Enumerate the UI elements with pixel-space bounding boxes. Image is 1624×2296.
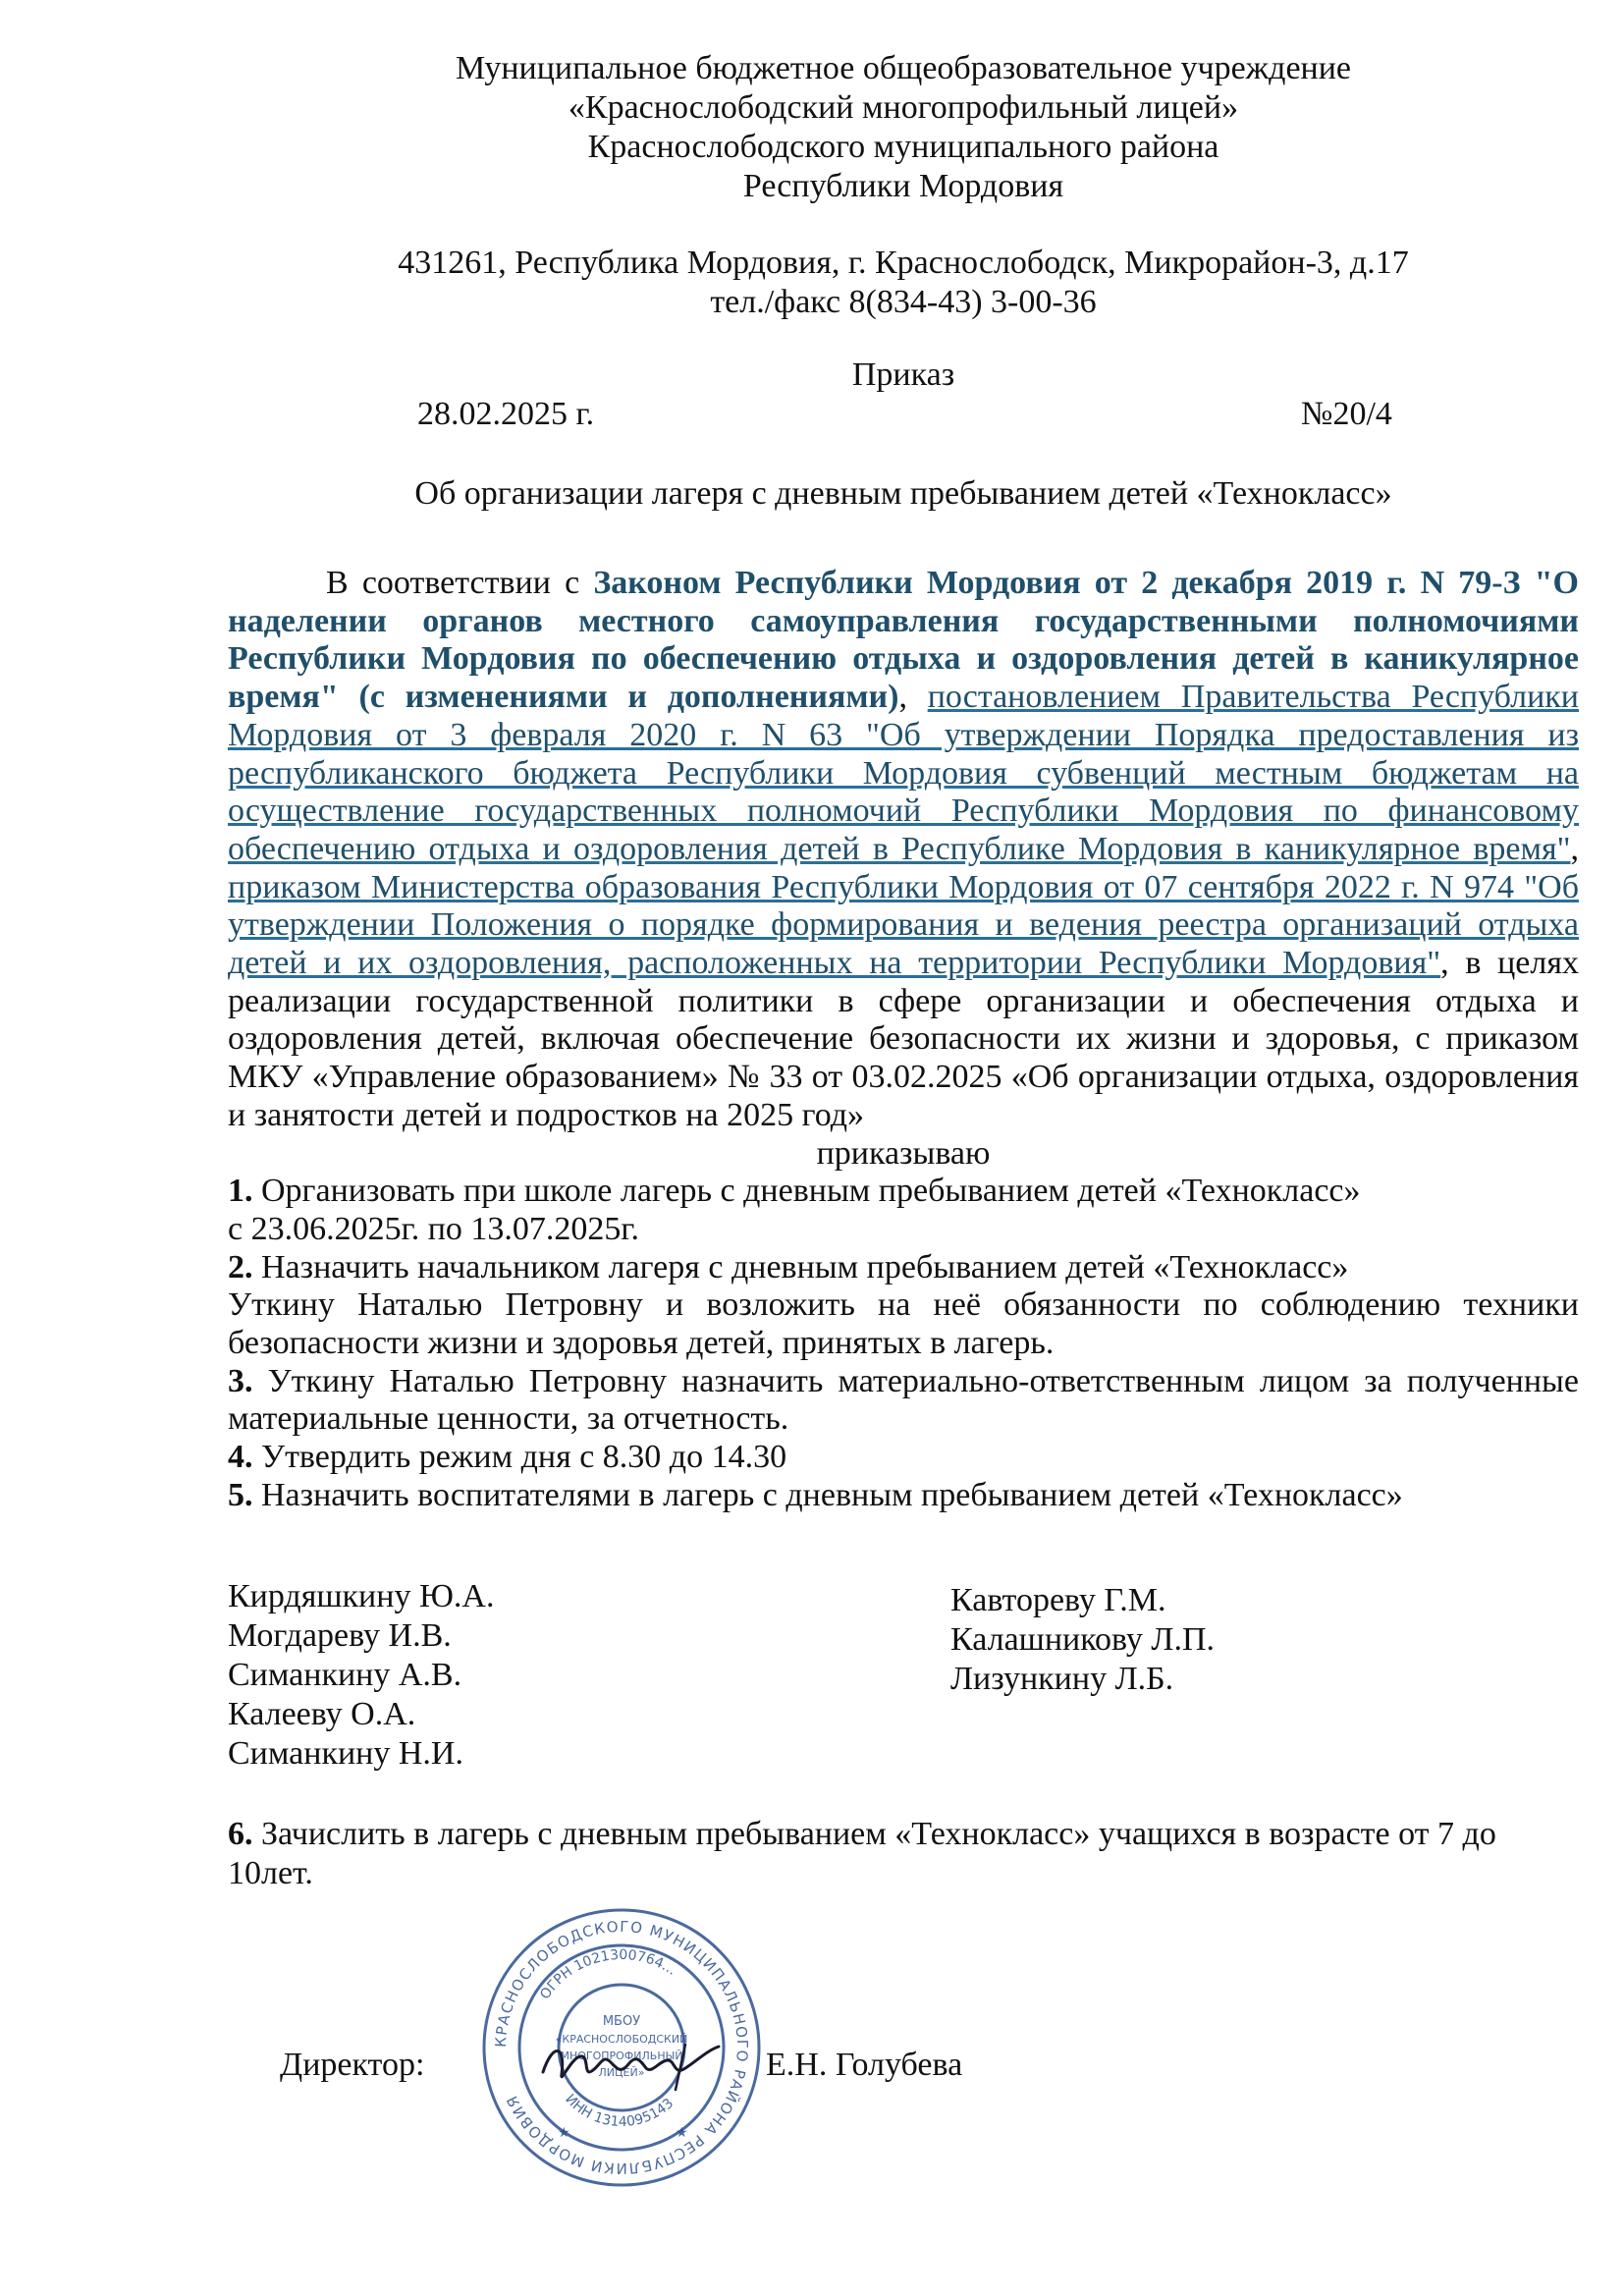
separator: , (898, 679, 928, 716)
header-line: Республики Мордовия (742, 168, 1064, 204)
signature-label: Директор: (280, 2047, 425, 2083)
item-text-continued: Уткину Наталью Петровну и возложить на неё обязанности по соблюдению техники безопасности жизни и здоровья детей, принятых в лагерь. (228, 1286, 1579, 1362)
command-word: приказываю (816, 1134, 991, 1172)
order-item (228, 1477, 1579, 1515)
item-text: Назначить воспитателями в лагерь с дневным пребыванием детей «Технокласс» (252, 1476, 1403, 1513)
item-text: Организовать при школе лагерь с дневным пребыванием детей «Технокласс» (252, 1173, 1361, 1210)
order-item-6 (228, 1815, 1579, 1893)
stamp-ogrn-text: ОГРН 1021300764... (537, 1946, 679, 2003)
address-line: 431261, Республика Мордовия, г. Краснослободск, Микрорайон-3, д.17 (398, 245, 1409, 281)
law-reference-link[interactable]: Законом Республики Мордовия от 2 декабря 2019 г. N 79-З "О наделении органов местного самоуправления государственными полномочиями Республики Мордовия по обеспечению отдыха и оздоровления детей в каникулярное время" (с изменениями и дополнениями) (228, 565, 1580, 716)
stamp-center-line: ЛИЦЕЙ» (598, 2066, 645, 2079)
educator-name: Могдареву И.В. (228, 1617, 452, 1654)
item-number: 5. (228, 1476, 253, 1513)
header-line: Муниципальное бюджетное общеобразовательное учреждение (455, 50, 1352, 86)
educator-name: Калееву О.А. (228, 1696, 416, 1732)
preamble (228, 565, 1579, 1135)
order-number: №20/4 (1301, 396, 1392, 432)
header-line: «Краснослободский многопрофильный лицей» (568, 89, 1239, 126)
educator-name: Кавтореву Г.М. (950, 1582, 1166, 1618)
institution-header (226, 49, 1581, 206)
order-title: Приказ (851, 356, 955, 393)
stamp-center-line: МБОУ (602, 2014, 641, 2029)
preamble-tail: , в целях реализации государственной политики в сфере организации и обеспечения отдыха и оздоровления детей, включая обеспечение безопасности их жизни и здоровья, с приказом МКУ «Управление образованием» № 33 от 03.02.2025 «Об организации отдыха, оздоровления и занятости детей и подростков на 2025 год» (228, 945, 1579, 1133)
stamp-star: ★ (676, 2125, 688, 2141)
stamp-inn-text: ИНН 1314095143 (562, 2091, 677, 2131)
item-number: 1. (228, 1173, 253, 1210)
address-block (226, 244, 1581, 322)
item-text: Зачислить в лагерь с дневным пребыванием «Технокласс» учащихся в возрасте от 7 до 10лет. (228, 1816, 1496, 1891)
handwritten-signature (538, 2035, 725, 2094)
educator-name: Лизункину Л.Б. (950, 1661, 1174, 1697)
ministry-order-reference-link[interactable]: приказом Министерства образования Республики Мордовия от 07 сентября 2022 г. N 974 "Об утверждении Положения о порядке формирования и ведения реестра организаций отдыха детей и их оздоровления, расположенных на территории Республики Мордовия" (228, 868, 1579, 982)
educator-name: Симанкину А.В. (228, 1657, 462, 1693)
stamp-star: ★ (558, 2125, 570, 2141)
svg-text:ОГРН 1021300764... (537, 1947, 678, 2002)
phone-line: тел./факс 8(834-43) 3-00-36 (710, 284, 1097, 320)
header-line: Краснослободского муниципального района (587, 129, 1219, 165)
item-number: 3. (228, 1362, 253, 1399)
preamble-lead: В соответствии с (326, 565, 594, 601)
director-name: Е.Н. Голубева (766, 2047, 963, 2083)
item-number: 2. (228, 1248, 253, 1285)
educator-name: Симанкину Н.И. (228, 1735, 463, 1772)
stamp-center-line: «КРАСНОСЛОБОДСКИЙ (555, 2033, 688, 2046)
educator-name: Кирдяшкину Ю.А. (228, 1578, 495, 1614)
item-text: Уткину Наталью Петровну назначить материально-ответственным лицом за полученные материальные ценности, за отчетность. (228, 1362, 1579, 1438)
item-number: 4. (228, 1439, 253, 1476)
educators-list-right (950, 1581, 1215, 1699)
decree-reference-link[interactable]: постановлением Правительства Республики Мордовия от 3 февраля 2020 г. N 63 "Об утверждении Порядка предоставления из республиканского бюджета Республики Мордовия субвенций местным бюджетам на осуществление государственных полномочий Республики Мордовия по финансовому обеспечению отдыха и оздоровления детей в Республике Мордовия в каникулярное время" (228, 679, 1580, 867)
order-item (228, 1439, 1579, 1477)
order-item (228, 1173, 1579, 1248)
order-item (228, 1363, 1579, 1439)
stamp-outer-text: КРАСНОСЛОБОДСКОГО МУНИЦИПАЛЬНОГО РАЙОНА РЕСПУБЛИКИ МОРДОВИЯ (491, 1917, 752, 2178)
order-subject: Об организации лагеря с дневным пребыванием детей «Технокласс» (414, 475, 1392, 512)
order-body (228, 565, 1579, 1515)
educators-list-left (228, 1577, 494, 1774)
item-number: 6. (228, 1816, 253, 1852)
separator: , (1570, 830, 1579, 867)
order-item (228, 1249, 1579, 1363)
item-text: Назначить начальником лагеря с дневным пребыванием детей «Технокласс» (252, 1248, 1349, 1285)
stamp-center-line: МНОГОПРОФИЛЬНЫЙ (560, 2050, 683, 2062)
item-text: Утвердить режим дня с 8.30 до 14.30 (252, 1439, 787, 1476)
educator-name: Калашникову Л.П. (950, 1621, 1216, 1658)
item-text-continued: с 23.06.2025г. по 13.07.2025г. (228, 1210, 640, 1247)
order-date: 28.02.2025 г. (417, 396, 595, 432)
